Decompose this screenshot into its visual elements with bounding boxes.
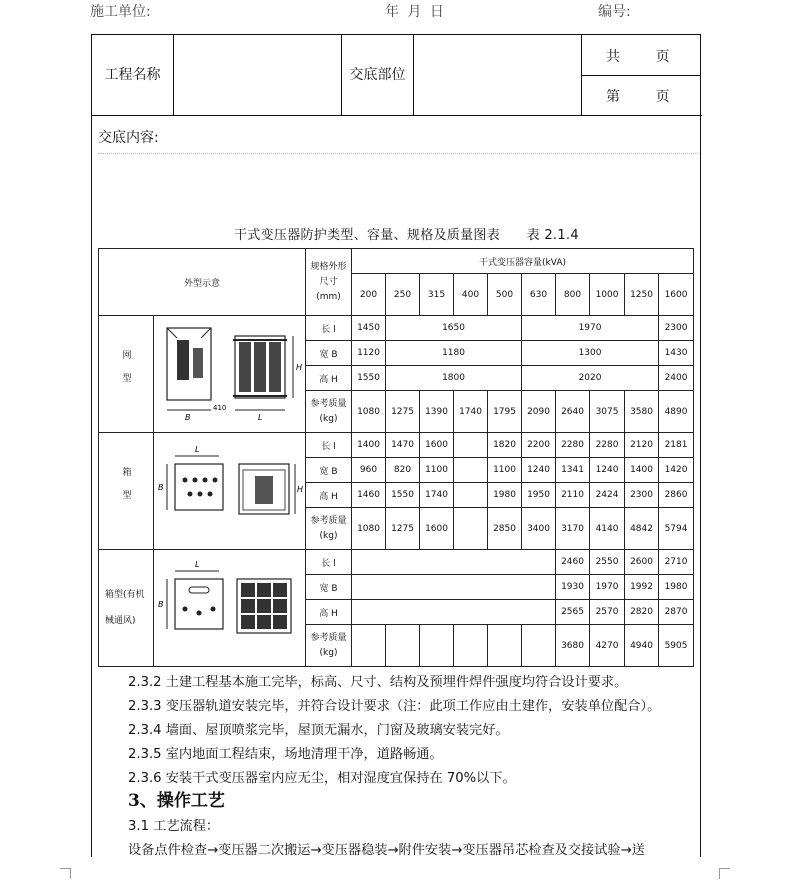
table-title: 干式变压器防护类型、容量、规格及质量图表 表 2.1.4 <box>234 228 579 243</box>
capacity-cell: 250 <box>386 274 420 316</box>
total-pages: 共 页 <box>582 35 700 76</box>
svg-text:H: H <box>295 362 302 372</box>
capacity-cell: 1600 <box>659 274 694 316</box>
date-label: 年 月 日 <box>385 4 444 20</box>
mesh-drawing <box>154 316 306 433</box>
capacity-header: 干式变压器容量(kVA) <box>352 249 694 274</box>
row-label: 高 H <box>306 366 352 391</box>
capacity-cell: 800 <box>556 274 590 316</box>
divider <box>98 153 698 154</box>
page-number: 第 页 <box>606 89 670 105</box>
box-fan-transformer-drawing <box>155 557 305 657</box>
paragraph: 2.3.3 变压器轨道安装完毕，并符合设计要求（注：此项工作应由土建作，安装单位配合）。 <box>128 699 661 714</box>
transformer-spec-table: 外型示意 规格外形尺寸(mm) 干式变压器容量(kVA) 200 250 315 400 500 630 800 1000 1250 1600 网型 B H L 410 长 l 1450 1650 1970 2300 宽 B 1120 1180 1300 1430 高 H 1550 1800 2020 2400 参考质量(kg) 1080 1275 1390 1740 1795 2090 2640 3075 3580 4890 箱型 L B H 长 l 1400 1470 1600 1820 2200 2280 2280 2120 2181 宽 B 960 820 1100 1100 1240 1341 1240 1400 1420 高 H 1460 1550 1740 1980 1950 2110 2424 2300 2860 参考质量(kg) 1080 1275 1600 2850 3400 3170 4140 4842 5794 箱型(有机械通风) L B 长 l 2460 2550 2600 2710 宽 B 1930 1970 1992 1980 高 H 2565 2570 2820 2870 参考质量(kg) 3680 4270 4940 5905 <box>98 248 694 667</box>
row-label: 高 H <box>306 483 352 508</box>
capacity-cell: 400 <box>454 274 488 316</box>
paragraph: 2.3.6 安装干式变压器室内应无尘，相对湿度宜保持在 70%以下。 <box>128 771 516 786</box>
paragraph: 2.3.2 土建工程基本施工完毕，标高、尺寸、结构及预埋件焊件强度均符合设计要求。 <box>128 675 628 690</box>
handover-part-field[interactable] <box>414 35 582 115</box>
svg-text:B: B <box>184 412 190 422</box>
capacity-cell: 315 <box>420 274 454 316</box>
construction-unit-label: 施工单位: <box>90 4 151 20</box>
paragraph: 2.3.5 室内地面工程结束，场地清理干净，道路畅通。 <box>128 747 443 762</box>
row-label: 长 l <box>306 316 352 341</box>
box-fan-drawing <box>154 550 306 667</box>
row-label: 长 l <box>306 433 352 458</box>
capacity-cell: 630 <box>522 274 556 316</box>
capacity-cell: 500 <box>488 274 522 316</box>
row-label: 宽 B <box>306 458 352 483</box>
box-transformer-drawing <box>155 440 305 540</box>
form-header <box>92 35 702 116</box>
svg-text:410: 410 <box>212 403 226 412</box>
project-name-field[interactable] <box>174 35 342 115</box>
content-label: 交底内容: <box>98 130 159 146</box>
row-label: 宽 B <box>306 341 352 366</box>
svg-text:H: H <box>296 484 303 494</box>
row-label: 长 l <box>306 550 352 575</box>
row-label: 参考质量(kg) <box>306 508 352 550</box>
project-name-label: 工程名称 <box>92 35 174 115</box>
type-mesh: 网型 <box>99 316 154 433</box>
capacity-cell: 1000 <box>590 274 625 316</box>
row-label: 参考质量(kg) <box>306 391 352 433</box>
mesh-transformer-drawing <box>155 318 305 428</box>
row-label: 参考质量(kg) <box>306 625 352 667</box>
capacity-cell: 1250 <box>625 274 659 316</box>
header-line <box>0 0 789 20</box>
box-drawing <box>154 433 306 550</box>
page-corner-mark <box>60 868 71 879</box>
page-corner-mark <box>719 868 730 879</box>
row-label: 宽 B <box>306 575 352 600</box>
section-title: 3、操作工艺 <box>128 791 225 811</box>
svg-text:B: B <box>157 599 163 609</box>
svg-text:L: L <box>257 412 262 422</box>
handover-part-label: 交底部位 <box>342 35 414 115</box>
subsection-title: 3.1 工艺流程： <box>128 819 220 834</box>
appearance-header: 外型示意 <box>99 249 306 316</box>
process-flow: 设备点件检查→变压器二次搬运→变压器稳装→附件安装→变压器吊芯检查及交接试验→送 <box>128 843 645 858</box>
svg-text:L: L <box>194 559 199 569</box>
svg-text:L: L <box>194 444 199 454</box>
capacity-cell: 200 <box>352 274 386 316</box>
paragraph: 2.3.4 墙面、屋顶喷浆完毕，屋顶无漏水，门窗及玻璃安装完好。 <box>128 723 509 738</box>
svg-text:B: B <box>157 482 163 492</box>
type-box: 箱型 <box>99 433 154 550</box>
row-label: 高 H <box>306 600 352 625</box>
type-box-fan: 箱型(有机械通风) <box>99 550 154 667</box>
spec-header: 规格外形尺寸(mm) <box>306 249 352 316</box>
number-label: 编号: <box>598 4 631 20</box>
